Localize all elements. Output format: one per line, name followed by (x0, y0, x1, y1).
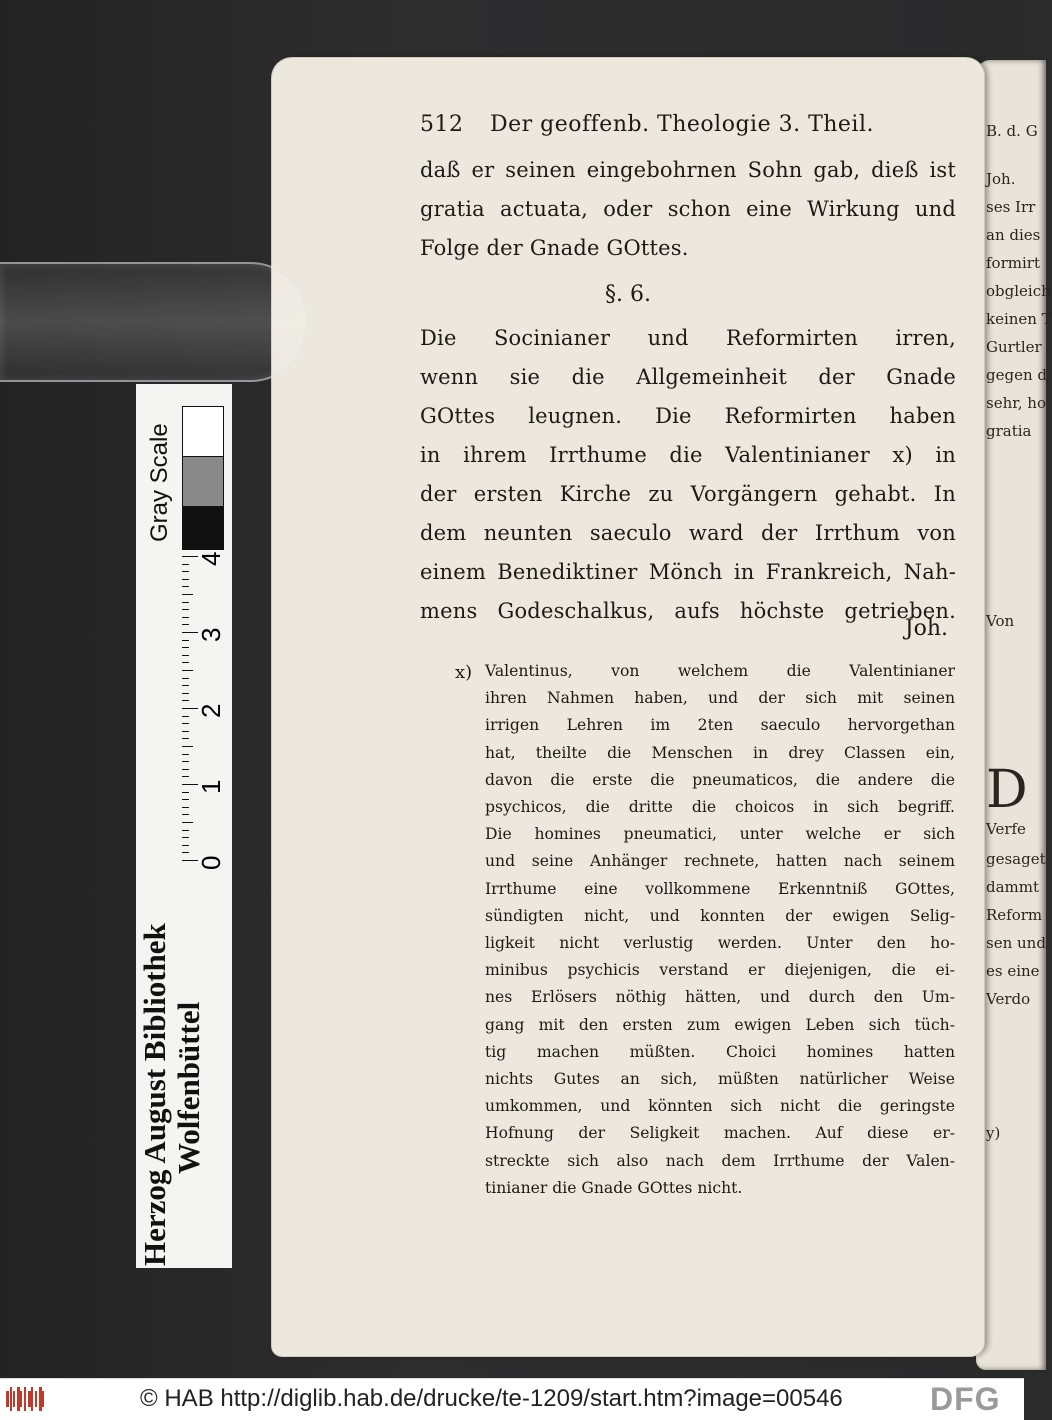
barcode-bar (10, 1387, 12, 1411)
ruler-tick (182, 594, 193, 595)
paragraph-line: mens Godeschalkus, aufs höchste getrieben. (420, 599, 956, 623)
running-title: Der geoffenb. Theologie 3. Theil. (490, 112, 874, 137)
footnote-line: ligkeit nicht verlustig werden. Unter den ho- (485, 934, 955, 952)
adjacent-page-fragment: Von (986, 612, 1015, 630)
ruler-number: 4 (196, 551, 226, 566)
ruler-tick (182, 822, 193, 823)
footnote-line: minibus psychicis verstand er diejenigen, die ei- (485, 961, 955, 980)
paragraph-line: der ersten Kirche zu Vorgängern gehabt. In (420, 482, 956, 506)
library-name (138, 923, 206, 1266)
barcode-bar (28, 1391, 31, 1407)
swatch-white (182, 406, 224, 458)
swatch-grey (182, 456, 224, 508)
ruler-tick (182, 723, 189, 724)
barcode-bar (17, 1387, 20, 1411)
footnote-line: nichts Gutes an sich, müßten natürlicher Weise (485, 1070, 955, 1088)
barcode-logo-icon (6, 1385, 48, 1413)
barcode-bar (35, 1391, 37, 1407)
ruler-tick (182, 731, 189, 732)
footnote-line: und seine Anhänger rechnete, hatten nach seinem (485, 852, 955, 871)
color-scale-bar (136, 384, 232, 1268)
book-page (272, 58, 984, 1356)
ruler-tick (182, 716, 189, 717)
footnote-line: nes Erlösers nöthig hätten, und durch den Um- (485, 988, 955, 1007)
barcode-bar (42, 1391, 44, 1407)
adjacent-page-fragment: gesaget (986, 850, 1046, 868)
ruler-tick (182, 761, 189, 762)
adjacent-page-fragment: Reform (986, 906, 1043, 924)
catchword: Joh. (904, 616, 948, 641)
ruler-tick (182, 602, 189, 603)
gray-scale-label: Gray Scale (146, 423, 173, 542)
barcode-bar (6, 1391, 9, 1407)
adjacent-page-fragment: Verfe (986, 820, 1026, 838)
ruler-number: 3 (196, 627, 226, 642)
barcode-bar (20, 1391, 22, 1407)
footnote-line: umkommen, und könnten sich nicht die geringste (485, 1097, 955, 1116)
paragraph-line: Die Socinianer und Reformirten irren, (420, 326, 956, 350)
footnote-line: Irrthume eine vollkommene Erkenntniß GOttes, (485, 879, 955, 898)
adjacent-page-edge (976, 60, 1052, 1370)
footnote-line: tinianer die Gnade GOttes nicht. (485, 1178, 743, 1197)
plastic-page-clip (0, 262, 307, 382)
footnote-line: tig machen müßten. Choici homines hatten (485, 1042, 955, 1061)
text-line: gratia actuata, oder schon eine Wirkung und (420, 197, 956, 221)
ruler-tick (182, 799, 189, 800)
paragraph-line: einem Benediktiner Mönch in Frankreich, Nah- (420, 560, 956, 584)
footnote-marker: x) (455, 662, 473, 683)
ruler-tick (182, 617, 189, 618)
ruler-number: 2 (196, 703, 226, 718)
footnote-line: Valentinus, von welchem die Valentinianer (485, 662, 955, 680)
footer-bar (0, 1378, 1024, 1420)
ruler-tick (182, 738, 189, 739)
ruler-tick (182, 640, 189, 641)
ruler-tick (182, 830, 189, 831)
adjacent-page-fragment: ses Irr (986, 198, 1036, 216)
adjacent-page-fragment: gratia (986, 422, 1032, 440)
footnote-line: ihren Nahmen haben, und der sich mit seinen (485, 689, 955, 708)
ruler-tick (182, 852, 189, 853)
barcode-bar (24, 1387, 26, 1411)
footnote-line: streckte sich also nach dem Irrthume der Valen- (485, 1151, 955, 1170)
ruler-tick (182, 776, 189, 777)
footnote-line: gang mit den ersten zum ewigen Leben sich tüch- (485, 1015, 955, 1034)
swatch-black (182, 506, 224, 550)
adjacent-page-fragment: dammt (986, 878, 1040, 896)
footnote-line: davon die erste die pneumaticos, die andere die (485, 770, 955, 789)
adjacent-page-fragment: gegen d (986, 366, 1047, 384)
dfg-logo: DFG (930, 1381, 1001, 1417)
adjacent-page-fragment: obgleich (986, 282, 1051, 300)
adjacent-page-fragment: sehr, ho (986, 394, 1046, 412)
ruler-tick (182, 571, 189, 572)
ruler-tick (182, 655, 189, 656)
ruler-tick (182, 792, 189, 793)
ruler-tick (182, 845, 189, 846)
footnote-line: Hofnung der Seligkeit machen. Auf diese er- (485, 1124, 955, 1143)
ruler-tick (182, 746, 193, 747)
adjacent-page-fragment: sen und (986, 934, 1046, 952)
ruler-tick (182, 693, 189, 694)
ruler-tick (182, 579, 189, 580)
footnote-line: psychicos, die dritte die choicos in sich begriff. (485, 798, 955, 816)
text-line: daß er seinen eingebohrnen Sohn gab, dieß ist (420, 158, 956, 182)
barcode-bar (39, 1387, 42, 1411)
ruler-number: 1 (196, 779, 226, 794)
ruler-tick (182, 837, 189, 838)
adjacent-page-fragment: y) (986, 1124, 1001, 1142)
barcode-bar (31, 1387, 33, 1411)
paragraph-line: dem neunten saeculo ward der Irrthum von (420, 521, 956, 545)
ruler-tick (182, 564, 189, 565)
adjacent-page-fragment: es eine (986, 962, 1040, 980)
text-line: Folge der Gnade GOttes. (420, 236, 689, 260)
ruler-tick (182, 685, 189, 686)
adjacent-page-fragment: an dies (986, 226, 1041, 244)
section-heading: §. 6. (605, 282, 651, 307)
ruler-tick (182, 586, 189, 587)
ruler-tick (182, 754, 189, 755)
footnote-line: hat, theilte die Menschen in drey Classen ein, (485, 743, 955, 762)
footnote-line: Die homines pneumatici, unter welche er sich (485, 825, 955, 844)
ruler-tick (182, 609, 189, 610)
ruler-tick (182, 678, 189, 679)
adjacent-page-fragment: Gurtler (986, 338, 1042, 356)
adjacent-page-fragment: formirt (986, 254, 1040, 272)
ruler-tick (182, 700, 189, 701)
paragraph-line: wenn sie die Allgemeinheit der Gnade (420, 365, 956, 389)
ruler-tick (182, 647, 189, 648)
adjacent-page-fragment: keinen T (986, 310, 1052, 328)
page-number: 512 (420, 112, 464, 137)
ruler-tick (182, 624, 189, 625)
ruler-tick (182, 807, 189, 808)
adjacent-page-fragment: D (986, 760, 1028, 820)
ruler-tick (182, 769, 189, 770)
adjacent-page-fragment: B. d. G (986, 122, 1038, 140)
ruler-number: 0 (196, 855, 226, 870)
ruler-tick (182, 662, 189, 663)
adjacent-page-fragment: Joh. (986, 170, 1016, 188)
library-name-line1: Herzog August Bibliothek (137, 923, 172, 1266)
paragraph-line: in ihrem Irrthume die Valentinianer x) in (420, 443, 956, 467)
adjacent-page-fragment: Verdo (986, 990, 1031, 1008)
barcode-bar (13, 1391, 15, 1407)
paragraph-line: GOttes leugnen. Die Reformirten haben (420, 404, 956, 428)
footnote-line: sündigten nicht, und konnten der ewigen Selig- (485, 906, 955, 925)
ruler-tick (182, 670, 193, 671)
footnote-line: irrigen Lehren im 2ten saeculo hervorgethan (485, 716, 955, 735)
ruler-tick (182, 814, 189, 815)
copyright-url[interactable]: © HAB http://diglib.hab.de/drucke/te-1209/start.htm?image=00546 (140, 1385, 843, 1412)
library-name-line2: Wolfenbüttel (171, 1001, 206, 1174)
